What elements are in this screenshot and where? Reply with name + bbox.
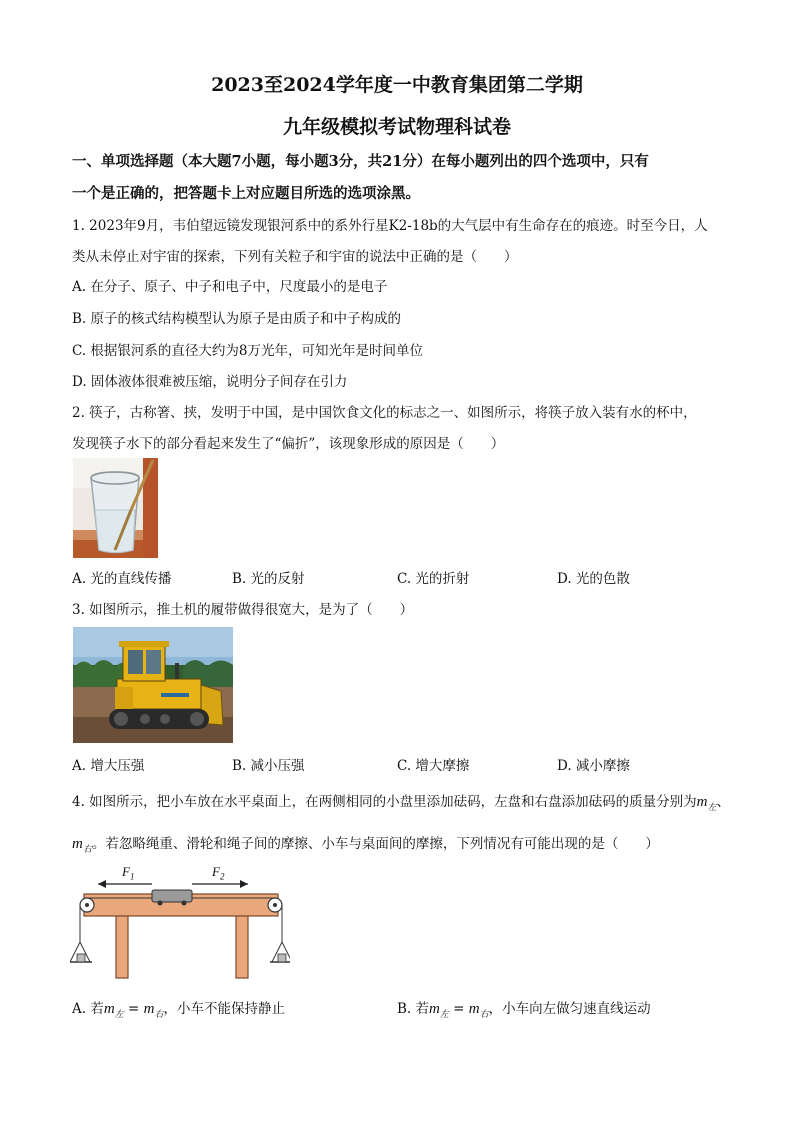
q2-stem-line1: 2. 筷子，古称箸、挟，发明于中国，是中国饮食文化的标志之一、如图所示，将筷子放入装有水的杯中， xyxy=(72,405,697,421)
section-instruction-line1: 一、单项选择题（本大题7小题，每小题3分，共21分）在每小题列出的四个选项中，只有 xyxy=(72,153,649,170)
var-m: m xyxy=(429,1001,440,1017)
var-m-left xyxy=(104,1001,124,1017)
var-sub-left: 左 xyxy=(439,1009,449,1019)
q1-stem-line2: 类从未停止对宇宙的探索，下列有关粒子和宇宙的说法中正确的是（ ） xyxy=(72,249,518,265)
var-sub-right: 右 xyxy=(479,1009,489,1019)
var-sub-left: 左 xyxy=(114,1009,124,1019)
var-m-right xyxy=(72,836,92,852)
page-title-line1: 2023至2024学年度一中教育集团第二学期 xyxy=(211,74,583,96)
var-sub-right: 右 xyxy=(82,844,92,854)
q2-option-a: A. 光的直线传播 xyxy=(72,571,172,587)
q4-option-b xyxy=(397,997,651,1020)
q4-stem-line1-text: 4. 如图所示，把小车放在水平桌面上，在两侧相同的小盘里添加砝码，左盘和右盘添加砝码的质量分别为 xyxy=(72,794,697,810)
q4-stem-line2-text: 。若忽略绳重、滑轮和绳子间的摩擦、小车与桌面间的摩擦，下列情况有可能出现的是（ ） xyxy=(91,836,659,852)
var-m: m xyxy=(72,836,83,852)
var-m-right xyxy=(469,1001,489,1017)
q2-option-c: C. 光的折射 xyxy=(397,571,470,587)
q4-option-a xyxy=(72,997,285,1020)
q2-stem-line2: 发现筷子水下的部分看起来发生了“偏折”，该现象形成的原因是（ ） xyxy=(72,436,505,452)
q4-option-b-prefix: B. 若 xyxy=(397,1001,430,1017)
var-sub-right: 右 xyxy=(154,1009,164,1019)
bulldozer-image xyxy=(73,627,233,743)
q3-option-c: C. 增大摩擦 xyxy=(397,758,470,774)
equals-sign: = xyxy=(123,1001,144,1017)
var-m-left xyxy=(429,1001,449,1017)
q4-stem-line1 xyxy=(72,790,730,813)
chopstick-in-glass-image xyxy=(73,458,158,558)
q2-option-b: B. 光的反射 xyxy=(232,571,305,587)
q1-option-b: B. 原子的核式结构模型认为原子是由质子和中子构成的 xyxy=(72,311,402,327)
q4-option-b-text: ，小车向左做匀速直线运动 xyxy=(488,1001,651,1017)
force-label-f2 xyxy=(212,864,224,882)
q3-option-a: A. 增大压强 xyxy=(72,758,145,774)
force-f2-sub: 2 xyxy=(219,871,225,882)
q1-option-c: C. 根据银河系的直径大约为8万光年，可知光年是时间单位 xyxy=(72,343,424,359)
force-label-f1 xyxy=(122,864,134,882)
q1-stem-line1: 1. 2023年9月，韦伯望远镜发现银河系中的系外行星K2-18b的大气层中有生命存在的痕迹。时至今日，人 xyxy=(72,218,708,234)
q4-option-a-prefix: A. 若 xyxy=(72,1001,104,1017)
var-m: m xyxy=(103,1001,115,1017)
q4-stem-line2 xyxy=(72,832,659,855)
force-f1-symbol: F xyxy=(122,864,130,879)
var-m: m xyxy=(143,1001,155,1017)
q4-comma: 、 xyxy=(716,794,731,810)
q1-option-d: D. 固体液体很难被压缩，说明分子间存在引力 xyxy=(72,374,348,390)
equals-sign: = xyxy=(448,1001,469,1017)
var-m: m xyxy=(696,794,708,810)
var-m-left xyxy=(697,794,717,810)
var-sub-left: 左 xyxy=(707,802,717,812)
page-title-line2: 九年级模拟考试物理科试卷 xyxy=(282,116,511,138)
q3-option-d: D. 减小摩擦 xyxy=(557,758,630,774)
q4-option-a-text: ，小车不能保持静止 xyxy=(163,1001,285,1017)
force-f1-sub: 1 xyxy=(129,871,135,882)
force-f2-symbol: F xyxy=(212,864,220,879)
var-m-right xyxy=(144,1001,164,1017)
q2-option-d: D. 光的色散 xyxy=(557,571,630,587)
q1-option-a: A. 在分子、原子、中子和电子中，尺度最小的是电子 xyxy=(72,279,388,295)
section-instruction-line2: 一个是正确的，把答题卡上对应题目所选的选项涂黑。 xyxy=(72,185,420,202)
q3-stem: 3. 如图所示，推土机的履带做得很宽大，是为了（ ） xyxy=(72,602,414,618)
var-m: m xyxy=(468,1001,480,1017)
cart-on-table-diagram xyxy=(70,862,290,982)
q3-option-b: B. 减小压强 xyxy=(232,758,305,774)
